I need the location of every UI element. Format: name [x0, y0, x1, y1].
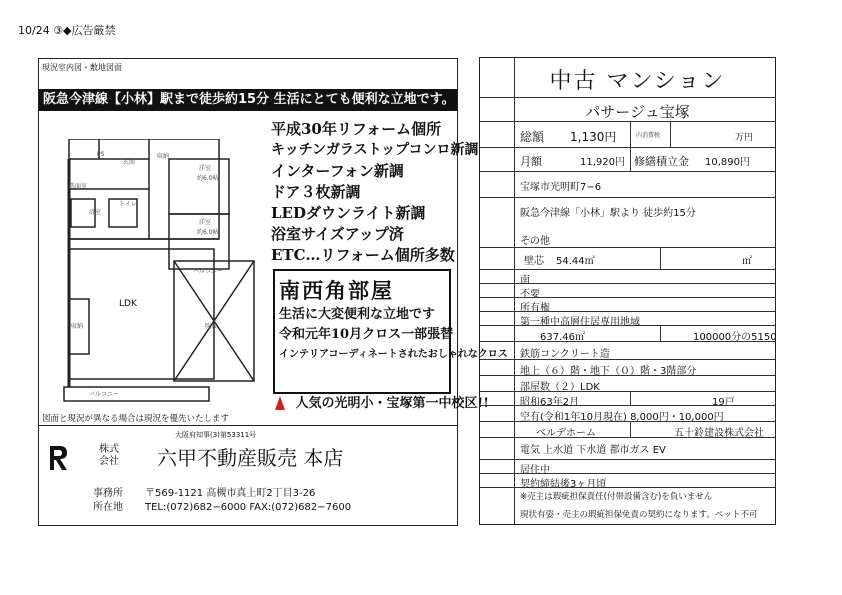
spec-row-structure — [480, 342, 775, 360]
highlight-line: インテリアコーディネートされたおしゃれなクロス — [279, 349, 508, 360]
school-text: 人気の光明小・宝塚第一中校区!! — [295, 396, 489, 411]
layout-value: 部屋数（２）LDK — [520, 382, 600, 393]
spec-row-delivery — [480, 406, 775, 422]
land-right-value: 所有権 — [520, 303, 550, 314]
feature-item: キッチンガラストップコンロ新調 — [271, 142, 479, 158]
location-banner: 阪急今津線【小林】駅まで徒歩約15分 生活にとても便利な立地です。 — [39, 89, 457, 111]
highlight-title: 南西角部屋 — [279, 278, 394, 303]
spec-row-status — [480, 460, 775, 474]
feature-item: 浴室サイズアップ済 — [271, 225, 404, 243]
divider — [630, 122, 631, 147]
area-value: 54.44㎡ — [556, 256, 595, 267]
feature-item: 平成30年リフォーム個所 — [271, 120, 442, 138]
direction-value: 南 — [520, 275, 530, 286]
property-spec-table — [479, 57, 776, 525]
location-value: 宝塚市光明町7−6 — [520, 182, 602, 193]
built-value: 昭和63年2月 — [520, 397, 580, 408]
spec-row-layout — [480, 376, 775, 392]
spec-row-category — [480, 58, 775, 98]
kanri-value: 11,920円 — [580, 157, 625, 168]
spec-row-floors — [480, 360, 775, 376]
divider — [630, 392, 631, 405]
price-label: 総額 — [520, 130, 545, 144]
facilities-value: 電気 上水道 下水道 都市ガス EV — [520, 445, 666, 456]
spec-row-built — [480, 392, 775, 406]
row-label — [480, 198, 515, 247]
spec-row-manager — [480, 422, 775, 438]
spec-row-site — [480, 326, 775, 342]
spec-row-parking — [480, 284, 775, 298]
room-storage-2: 収納 — [71, 323, 84, 330]
spec-row-fees — [480, 148, 775, 172]
area-unit: ㎡ — [742, 256, 752, 267]
spec-row-facilities — [480, 438, 775, 460]
spec-row-zoning — [480, 312, 775, 326]
spec-row-price — [480, 122, 775, 148]
company-name: 六甲不動産販売 本店 — [157, 446, 344, 470]
man-en-unit: 万円 — [735, 133, 754, 143]
room-storage-1: 収納 — [157, 153, 170, 160]
row-label — [480, 284, 515, 297]
highlight-line: 生活に大変便利な立地です — [279, 307, 436, 322]
row-label — [480, 270, 515, 283]
access-value: 阪急今津線「小林」駅より 徒歩約15分 — [520, 208, 696, 219]
plan-caption: 現況室内図・敷地図面 — [42, 63, 122, 72]
spec-row-remarks — [480, 488, 775, 525]
pin-icon — [275, 396, 285, 412]
phone-value: TEL:(072)682−6000 FAX:(072)682−7600 — [145, 502, 352, 513]
feature-item: インターフォン新調 — [271, 162, 404, 180]
room-balcony-1: バルコニー — [193, 268, 224, 275]
company-logo-icon — [47, 444, 69, 472]
document-header: 10/24 ③◆広告厳禁 — [18, 24, 116, 37]
room-toilet: トイレ — [119, 201, 137, 208]
row-label — [480, 326, 515, 341]
row-label — [480, 172, 515, 197]
structure-value: 鉄筋コンクリート造 — [520, 349, 610, 360]
room-washroom: 洗面室 — [69, 183, 88, 190]
delivery-value: 空有(令和1年10月現在) 8,000円・10,000円 — [520, 412, 724, 423]
site-area-value: 637.46㎡ — [540, 332, 585, 343]
manager-value: ベルデホーム — [536, 428, 596, 439]
room-fukinuke: 吹抜 — [205, 323, 218, 330]
kanri-label: 月額 — [520, 155, 542, 168]
handover-value: 契約締結後3ヶ月頃 — [520, 479, 607, 490]
row-label — [480, 360, 515, 375]
room-western-1: 洋室 — [199, 165, 212, 172]
spec-row-direction — [480, 270, 775, 284]
spec-row-building — [480, 98, 775, 122]
room-genkan: 玄関 — [123, 159, 136, 166]
price-value: 1,130円 — [570, 130, 617, 144]
highlight-box — [273, 269, 508, 394]
notice-text: 図面と現況が異なる場合は現況を優先いたします — [42, 414, 230, 424]
room-western-2-size: 約6.0帖 — [197, 229, 219, 236]
company-type — [99, 444, 119, 468]
divider — [630, 422, 631, 437]
row-label — [480, 422, 515, 437]
row-label — [480, 148, 515, 171]
status-value: 居住中 — [520, 465, 550, 476]
share-value: 100000分の5150 — [693, 332, 777, 343]
company-type-line: 株式 — [99, 444, 119, 455]
row-label — [480, 488, 515, 525]
units-value: 19戸 — [712, 397, 735, 408]
row-label — [480, 376, 515, 391]
company-address — [93, 487, 351, 515]
row-label — [480, 342, 515, 359]
row-label — [480, 438, 515, 459]
room-western-1-size: 約6.0帖 — [197, 175, 219, 182]
feature-item: LEDダウンライト新調 — [271, 204, 426, 222]
room-ldk: LDK — [119, 299, 137, 309]
divider — [630, 148, 631, 171]
feature-item: ETC…リフォーム個所多数 — [271, 246, 455, 264]
phone-label: 所在地 — [93, 502, 123, 513]
address-label: 事務所 — [93, 488, 123, 499]
room-ps: PS — [97, 151, 105, 158]
spec-row-access — [480, 198, 775, 248]
spec-row-land-right — [480, 298, 775, 312]
room-western-2: 洋室 — [199, 219, 212, 226]
address-value: 〒569-1121 高槻市真上町2丁目3-26 — [145, 488, 316, 499]
spec-row-area — [480, 248, 775, 270]
row-label — [480, 312, 515, 325]
row-label — [480, 460, 515, 473]
property-category: 中古 マンション — [549, 69, 726, 94]
builder-value: 五十鈴建設株式会社 — [674, 428, 764, 439]
divider — [660, 326, 661, 341]
shuzen-value: 10,890円 — [705, 157, 750, 168]
row-label — [480, 122, 515, 147]
zoning-value: 第一種中高層住居専用地域 — [520, 317, 640, 328]
spec-row-handover — [480, 474, 775, 488]
room-balcony-2: バルコニー — [89, 391, 120, 398]
school-district — [275, 392, 489, 412]
building-name: パサージュ宝塚 — [585, 103, 690, 121]
divider — [39, 425, 457, 426]
row-label — [480, 298, 515, 311]
row-label — [480, 392, 515, 405]
highlight-line: 令和元年10月クロス一部張替 — [279, 327, 454, 342]
area-label: 壁芯 — [524, 256, 544, 267]
shuzen-label: 修繕積立金 — [634, 155, 689, 168]
divider — [660, 248, 661, 269]
spec-row-location — [480, 172, 775, 198]
remarks-line: 現状有姿・売主の瑕疵担保免責の契約になります。ペット不可 — [520, 510, 758, 520]
access-other: その他 — [520, 236, 550, 247]
row-label — [480, 406, 515, 421]
flyer-panel — [38, 58, 508, 526]
parking-value: 不要 — [520, 289, 540, 300]
feature-list — [271, 119, 479, 266]
room-bath: 浴室 — [89, 209, 102, 216]
license-number: 大阪府知事(3)第53311号 — [175, 431, 257, 439]
feature-item: ドア３枚新調 — [271, 183, 361, 201]
remarks-line: ※売主は瑕疵担保責任(付帯設備含む)を負いません — [520, 492, 713, 502]
tax-label: 内消費税 — [636, 132, 661, 139]
row-label — [480, 248, 515, 269]
floors-value: 地上（６）階・地下（０）階・3階部分 — [520, 366, 697, 377]
row-label — [480, 474, 515, 487]
divider — [670, 122, 671, 147]
company-type-line: 会社 — [99, 456, 119, 467]
